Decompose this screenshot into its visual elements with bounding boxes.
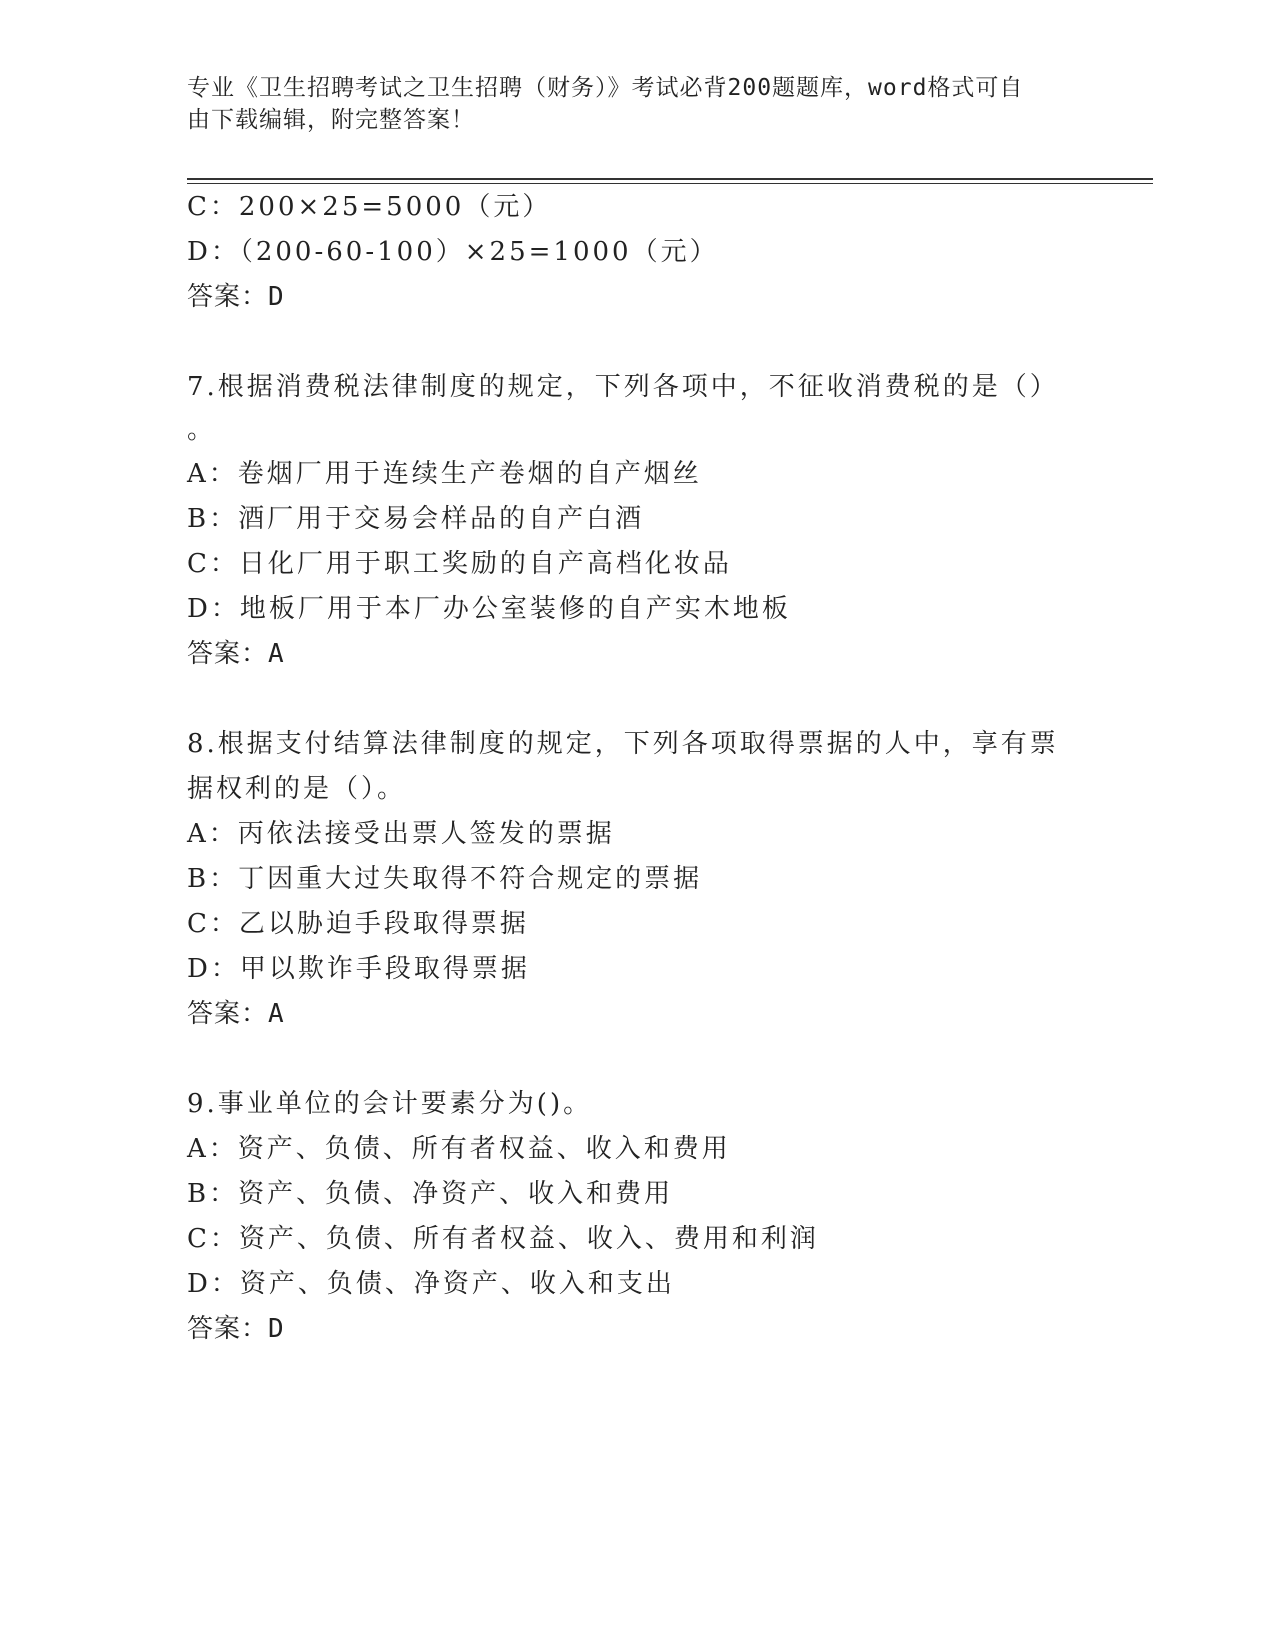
question-8-answer: 答案：A (187, 999, 285, 1029)
continued-answer: 答案：D (187, 282, 285, 312)
question-8-option-b: B：丁因重大过失取得不符合规定的票据 (187, 864, 703, 894)
question-8-option-a: A：丙依法接受出票人签发的票据 (187, 819, 615, 849)
question-7-stem-line-2: 。 (187, 415, 217, 445)
question-9-stem: 9.事业单位的会计要素分为()。 (187, 1089, 593, 1119)
question-7-stem-line-1: 7.根据消费税法律制度的规定，下列各项中，不征收消费税的是（） (187, 372, 1059, 402)
question-9-answer: 答案：D (187, 1314, 285, 1344)
question-8-stem-line-2: 据权利的是（）。 (187, 774, 407, 804)
question-9-option-a: A：资产、负债、所有者权益、收入和费用 (187, 1134, 731, 1164)
question-9-option-d: D：资产、负债、净资产、收入和支出 (187, 1269, 675, 1299)
header-line-1: 专业《卫生招聘考试之卫生招聘（财务）》考试必背200题题库，word格式可自 (187, 75, 1024, 101)
question-7-answer: 答案：A (187, 639, 285, 669)
question-7-option-b: B：酒厂用于交易会样品的自产白酒 (187, 504, 645, 534)
continued-option-d: D：（200-60-100）×25=1000（元） (187, 237, 719, 267)
question-7-option-d: D：地板厂用于本厂办公室装修的自产实木地板 (187, 594, 791, 624)
question-7-option-c: C：日化厂用于职工奖励的自产高档化妆品 (187, 549, 732, 579)
page-header (187, 72, 1067, 136)
question-7-option-a: A：卷烟厂用于连续生产卷烟的自产烟丝 (187, 459, 702, 489)
question-8-stem-line-1: 8.根据支付结算法律制度的规定，下列各项取得票据的人中，享有票 (187, 729, 1059, 759)
question-8-option-c: C：乙以胁迫手段取得票据 (187, 909, 529, 939)
question-8-option-d: D：甲以欺诈手段取得票据 (187, 954, 530, 984)
header-divider (187, 178, 1153, 184)
continued-option-c: C：200×25=5000（元） (187, 192, 552, 222)
question-9-option-b: B：资产、负债、净资产、收入和费用 (187, 1179, 674, 1209)
header-line-2: 由下载编辑，附完整答案！ (187, 107, 475, 133)
question-9-option-c: C：资产、负债、所有者权益、收入、费用和利润 (187, 1224, 819, 1254)
